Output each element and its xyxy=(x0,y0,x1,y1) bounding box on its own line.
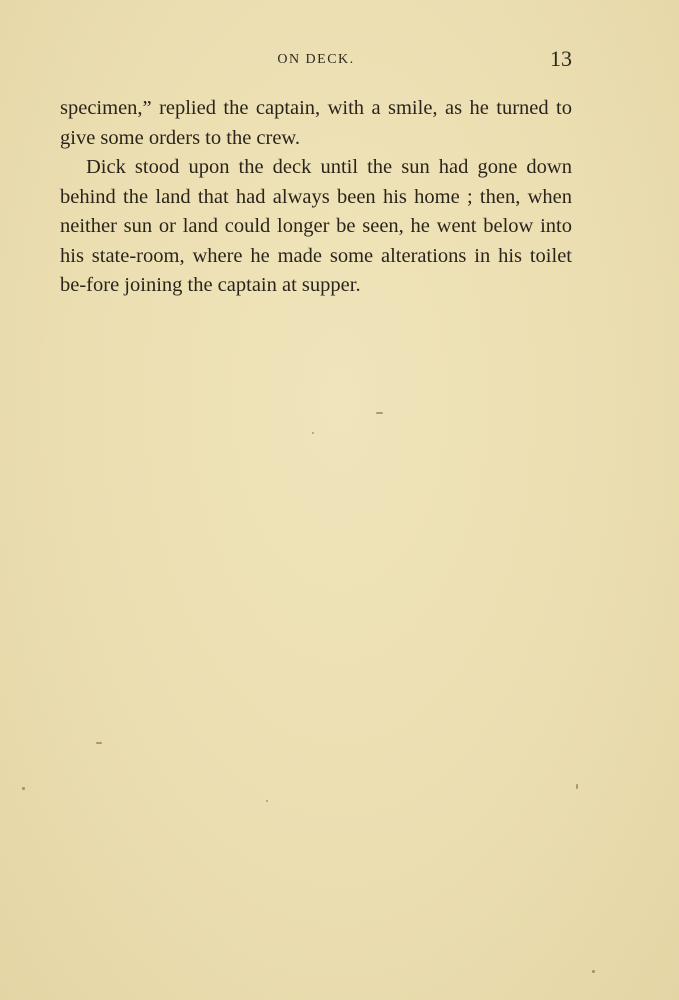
running-head xyxy=(60,48,572,72)
paragraph-dick-stood: Dick stood upon the deck until the sun had gone down behind the land that had always been his home ; then, when neither sun or land could longer be seen, he went below into his state-room, where he made some alterations in his toilet be-fore joining the captain at supper. xyxy=(60,156,572,296)
paper-speck xyxy=(96,742,102,744)
paper-speck xyxy=(312,432,314,434)
running-title: ON DECK. xyxy=(277,52,355,67)
page-number: 13 xyxy=(550,46,572,71)
paper-speck xyxy=(22,787,25,790)
paper-speck xyxy=(576,784,578,789)
paragraph-continued: specimen,” replied the captain, with a smile, as he turned to give some orders to the crew. xyxy=(60,97,572,149)
paper-speck xyxy=(266,800,268,802)
body-text xyxy=(60,94,572,301)
paper-speck xyxy=(592,970,595,973)
paper-speck xyxy=(376,412,383,414)
